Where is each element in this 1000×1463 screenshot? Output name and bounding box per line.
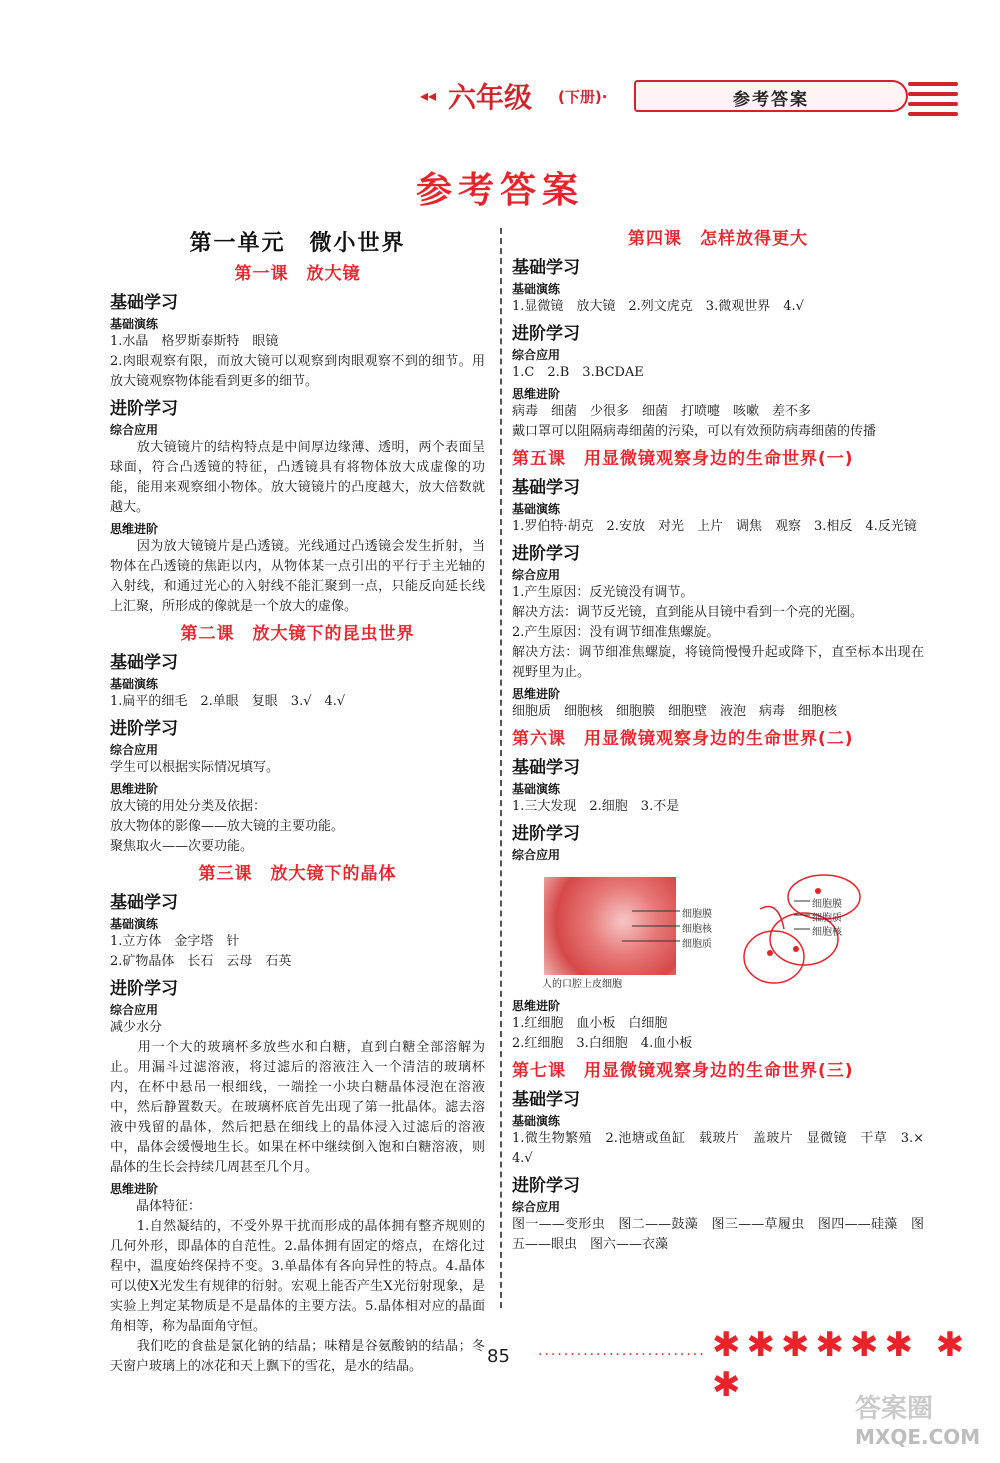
answer-line: 图一——变形虫 图二——鼓藻 图三——草履虫 图四——硅藻 图五——眼虫 图六——衣藻 — [512, 1217, 924, 1252]
lesson-title: 第二课 放大镜下的昆虫世界 — [180, 624, 415, 644]
answer-line: 1.微生物繁殖 2.池塘或鱼缸 载玻片 盖玻片 显微镜 干草 3.× 4.√ — [512, 1131, 938, 1166]
section-heading: 进阶学习 — [110, 979, 178, 999]
subsection-heading: 综合应用 — [512, 848, 561, 862]
volume-label: (下册)· — [558, 88, 608, 106]
answer-line: 2.矿物晶体 长石 云母 石英 — [110, 954, 292, 969]
answer-line: 1.立方体 金字塔 针 — [110, 934, 240, 949]
subsection-heading: 综合应用 — [110, 1003, 159, 1017]
subsection-heading: 综合应用 — [512, 348, 561, 362]
subsection-heading: 基础演练 — [512, 502, 561, 516]
answer-line: 晶体特征： — [110, 1199, 202, 1214]
answer-line: 1.扁平的细毛 2.单眼 复眼 3.√ 4.√ — [110, 694, 346, 709]
unit-title: 第一单元 微小世界 — [189, 231, 406, 256]
answer-line: 用一个大的玻璃杯多放些水和白糖，直到白糖全部溶解为止。用漏斗过滤溶液，将过滤后的溶液注入一个清洁的玻璃杯内，在杯中悬吊一根细线，一端拴一小块白糖晶体浸泡在溶液中，然后静置数天。在玻璃杯底首先出现了第一批晶体。滤去溶液中残留的晶体，然后把悬在细线上的晶体浸入过滤后的溶液中，晶体会缓慢地生长。如果在杯中继续倒入饱和白糖溶液，则晶体的生长会持续几周甚至几个月。 — [110, 1040, 485, 1175]
section-heading: 进阶学习 — [512, 544, 580, 564]
cell-figure — [512, 869, 924, 995]
subsection-heading: 思维进阶 — [110, 522, 159, 536]
answer-line: 放大镜的用处分类及依据： — [110, 799, 267, 814]
right-column — [512, 222, 938, 1255]
left-column — [110, 222, 485, 1377]
lesson-title: 第四课 怎样放得更大 — [628, 229, 808, 249]
subsection-heading: 综合应用 — [110, 743, 159, 757]
answer-line: 解决方法：调节反光镜，直到能从目镜中看到一个亮的光圈。 — [512, 605, 864, 620]
subsection-heading: 基础演练 — [110, 677, 159, 691]
figure-label: 细胞膜 — [682, 909, 712, 920]
subsection-heading: 基础演练 — [512, 782, 561, 796]
answer-line: 减少水分 — [110, 1020, 163, 1035]
answer-line: 因为放大镜镜片是凸透镜。光线通过凸透镜会发生折射，当物体在凸透镜的焦距以内，从物体某一点引出的平行于主光轴的入射线，和通过光心的入射线不能汇聚到一点，只能反向延长线上汇聚，所形成的像就是一个放大的虚像。 — [110, 539, 485, 614]
column-divider — [500, 228, 502, 1308]
watermark-logo: 答案圈 — [855, 1394, 934, 1424]
answer-line: 聚焦取火——次要功能。 — [110, 839, 254, 854]
answer-line: 细胞质 细胞核 细胞膜 细胞壁 液泡 病毒 细胞核 — [512, 704, 838, 719]
answer-line: 解决方法：调节细准焦螺旋，将镜筒慢慢升起或降下，直至标本出现在视野里为止。 — [512, 645, 924, 680]
section-heading: 基础学习 — [512, 258, 580, 278]
lesson-title: 第一课 放大镜 — [234, 264, 361, 284]
grade-label: 六年级 — [448, 81, 533, 114]
double-arrow-icon: ◂◂ — [420, 86, 437, 105]
section-heading: 基础学习 — [110, 653, 178, 673]
answer-line: 学生可以根据实际情况填写。 — [110, 760, 280, 775]
header-title-bar — [634, 80, 908, 112]
subsection-heading: 综合应用 — [512, 568, 561, 582]
answer-line: 2.肉眼观察有限，而放大镜可以观察到肉眼观察不到的细节。用放大镜观察物体能看到更多的细节。 — [110, 354, 485, 389]
subsection-heading: 思维进阶 — [512, 687, 561, 701]
answer-line: 我们吃的食盐是氯化钠的结晶；味精是谷氨酸钠的结晶；冬天窗户玻璃上的冰花和天上飘下的雪花，是水的结晶。 — [110, 1339, 485, 1374]
section-heading: 进阶学习 — [512, 1176, 580, 1196]
section-heading: 进阶学习 — [110, 399, 178, 419]
section-heading: 进阶学习 — [512, 824, 580, 844]
lesson-title: 第七课 用显微镜观察身边的生命世界(三) — [512, 1061, 854, 1081]
answer-line: 1.C 2.B 3.BCDAE — [512, 365, 644, 380]
answer-line: 病毒 细菌 少很多 细菌 打喷嚏 咳嗽 差不多 — [512, 404, 812, 419]
answer-line: 2.红细胞 3.白细胞 4.血小板 — [512, 1036, 693, 1051]
section-heading: 进阶学习 — [110, 719, 178, 739]
answer-line: 2.产生原因：没有调节细准焦螺旋。 — [512, 625, 720, 640]
section-heading: 基础学习 — [110, 893, 178, 913]
subsection-heading: 思维进阶 — [512, 999, 561, 1013]
figure-label: 细胞核 — [812, 927, 842, 938]
answer-line: 1.产生原因：反光镜没有调节。 — [512, 585, 694, 600]
lesson-title: 第六课 用显微镜观察身边的生命世界(二) — [512, 729, 854, 749]
subsection-heading: 思维进阶 — [110, 1182, 159, 1196]
section-heading: 基础学习 — [512, 1090, 580, 1110]
subsection-heading: 基础演练 — [110, 917, 159, 931]
figure-caption: 人的口腔上皮细胞 — [542, 979, 622, 990]
answer-line: 1.罗伯特·胡克 2.安放 对光 上片 调焦 观察 3.相反 4.反光镜 — [512, 519, 917, 534]
stars-decoration-icon: ✱✱✱✱✱✱ ✱ ✱ — [712, 1325, 971, 1405]
answer-line: 戴口罩可以阻隔病毒细菌的污染，可以有效预防病毒细菌的传播 — [512, 424, 877, 439]
answer-line: 1.显微镜 放大镜 2.列文虎克 3.微观世界 4.√ — [512, 299, 804, 314]
subsection-heading: 综合应用 — [512, 1200, 561, 1214]
section-heading: 基础学习 — [512, 478, 580, 498]
section-heading: 进阶学习 — [512, 324, 580, 344]
stripes-icon — [908, 76, 958, 114]
answer-line: 放大物体的影像——放大镜的主要功能。 — [110, 819, 345, 834]
subsection-heading: 思维进阶 — [512, 387, 561, 401]
figure-label: 细胞质 — [812, 913, 842, 924]
dotted-leader: ·························· — [538, 1347, 706, 1363]
figure-label: 细胞膜 — [812, 899, 842, 910]
lesson-title: 第五课 用显微镜观察身边的生命世界(一) — [512, 449, 854, 469]
header-title: 参考答案 — [733, 90, 809, 110]
answer-line: 1.红细胞 血小板 白细胞 — [512, 1016, 668, 1031]
subsection-heading: 基础演练 — [512, 1114, 561, 1128]
page-title: 参考答案 — [415, 170, 584, 211]
section-heading: 基础学习 — [110, 293, 178, 313]
section-heading: 基础学习 — [512, 758, 580, 778]
cell-diagram — [512, 869, 924, 995]
answer-line: 1.三大发现 2.细胞 3.不是 — [512, 799, 680, 814]
answer-line: 放大镜镜片的结构特点是中间厚边缘薄、透明，两个表面呈球面，符合凸透镜的特征，凸透镜具有将物体放大成虚像的功能，能用来观察细小物体。放大镜镜片的凸度越大，放大倍数就越大。 — [110, 440, 485, 515]
figure-label: 细胞质 — [682, 939, 712, 950]
lesson-title: 第三课 放大镜下的晶体 — [198, 864, 397, 884]
subsection-heading: 基础演练 — [512, 282, 561, 296]
page-number: 85 — [487, 1346, 510, 1367]
subsection-heading: 思维进阶 — [110, 782, 159, 796]
answer-line: 1.水晶 格罗斯泰斯特 眼镜 — [110, 334, 279, 349]
figure-label: 细胞核 — [682, 924, 712, 935]
answer-line: 1.自然凝结的，不受外界干扰而形成的晶体拥有整齐规则的几何外形，即晶体的自范性。2.晶体拥有固定的熔点，在熔化过程中，温度始终保持不变。3.单晶体有各向异性的特点。4.晶体可以使X光发生有规律的衍射。宏观上能否产生X光衍射现象，是实验上判定某物质是不是晶体的主要方法。5.晶体相对应的晶面角相等，称为晶面角守恒。 — [110, 1219, 485, 1334]
page-header — [420, 74, 960, 120]
subsection-heading: 基础演练 — [110, 317, 159, 331]
subsection-heading: 综合应用 — [110, 423, 159, 437]
watermark-url: MXQE.COM — [855, 1425, 981, 1449]
